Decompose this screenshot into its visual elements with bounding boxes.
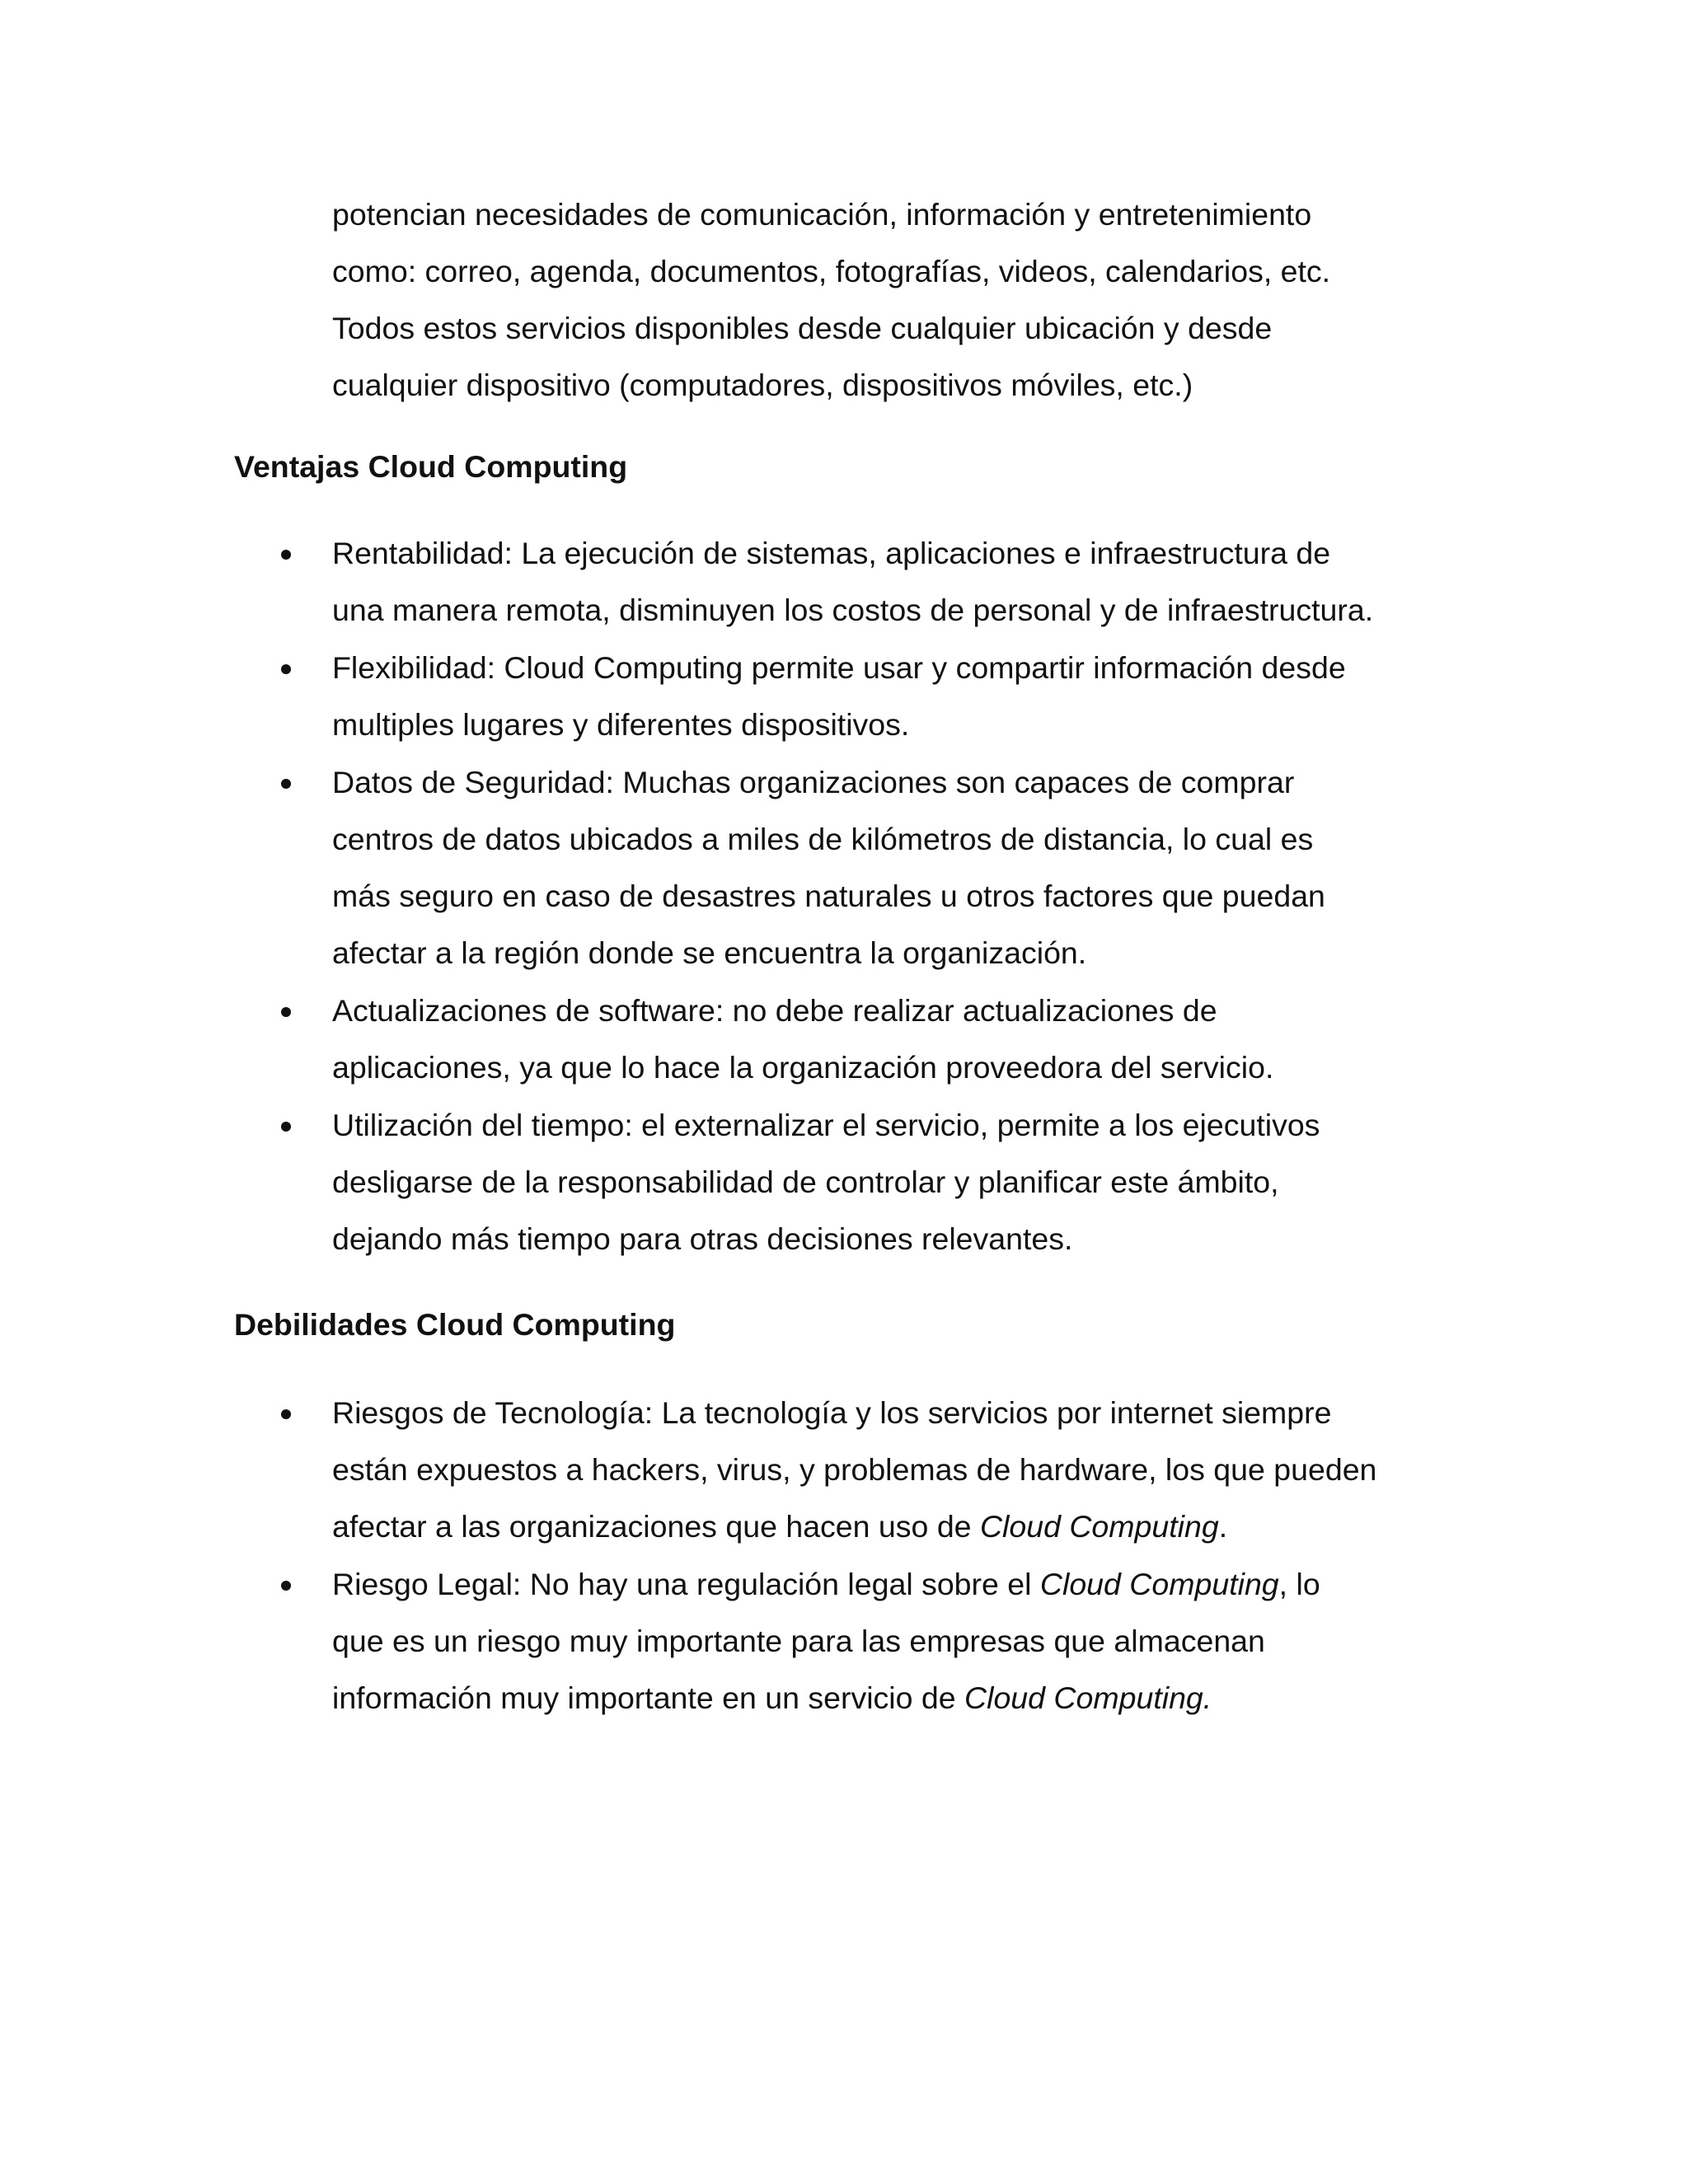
bullet-icon xyxy=(281,1122,291,1132)
list-item-line: están expuestos a hackers, virus, y problemas de hardware, los que pueden xyxy=(332,1452,1377,1487)
list-item-line: Rentabilidad: La ejecución de sistemas, aplicaciones e infraestructura de xyxy=(332,536,1331,570)
bullet-icon xyxy=(281,1409,291,1419)
text-segment: , lo xyxy=(1278,1567,1320,1601)
text-segment: Riesgo Legal: No hay una regulación legal sobre el xyxy=(332,1567,1040,1601)
list-item-line: más seguro en caso de desastres naturales u otros factores que puedan xyxy=(332,879,1325,913)
list-item xyxy=(332,640,1486,753)
list-item-line: una manera remota, disminuyen los costos de personal y de infraestructura. xyxy=(332,593,1374,627)
bullet-icon xyxy=(281,779,291,789)
intro-line: como: correo, agenda, documentos, fotografías, videos, calendarios, etc. xyxy=(332,254,1331,288)
list-item-line: Utilización del tiempo: el externalizar el servicio, permite a los ejecutivos xyxy=(332,1108,1320,1142)
list-item-line: afectar a la región donde se encuentra la organización. xyxy=(332,935,1087,970)
intro-line: Todos estos servicios disponibles desde cualquier ubicación y desde xyxy=(332,311,1273,345)
debilidades-list xyxy=(332,1385,1486,1727)
list-item-line: Actualizaciones de software: no debe realizar actualizaciones de xyxy=(332,993,1217,1028)
list-item xyxy=(332,982,1486,1096)
list-item-line xyxy=(332,1556,1486,1613)
list-item-line: aplicaciones, ya que lo hace la organización proveedora del servicio. xyxy=(332,1050,1274,1085)
ventajas-heading: Ventajas Cloud Computing xyxy=(234,449,628,484)
italic-term: Cloud Computing xyxy=(1039,1567,1279,1601)
list-item-line: Riesgos de Tecnología: La tecnología y los servicios por internet siempre xyxy=(332,1395,1332,1430)
list-item-line xyxy=(332,1670,1486,1727)
list-item xyxy=(332,525,1486,639)
bullet-icon xyxy=(281,1007,291,1017)
list-item-line: desligarse de la responsabilidad de controlar y planificar este ámbito, xyxy=(332,1165,1279,1199)
list-item-line: Flexibilidad: Cloud Computing permite usar y compartir información desde xyxy=(332,650,1346,685)
bullet-icon xyxy=(281,1581,291,1591)
list-item-line xyxy=(332,1498,1486,1555)
bullet-icon xyxy=(281,550,291,560)
ventajas-list xyxy=(332,525,1486,1268)
list-item xyxy=(332,1385,1486,1555)
debilidades-heading: Debilidades Cloud Computing xyxy=(234,1307,676,1342)
italic-term: Cloud Computing xyxy=(979,1509,1219,1544)
intro-line: cualquier dispositivo (computadores, dispositivos móviles, etc.) xyxy=(332,368,1193,402)
italic-term: Cloud Computing. xyxy=(964,1680,1212,1715)
list-item xyxy=(332,754,1486,982)
list-item xyxy=(332,1097,1486,1268)
list-item xyxy=(332,1556,1486,1727)
text-segment: afectar a las organizaciones que hacen uso de xyxy=(332,1509,980,1544)
list-item-line: multiples lugares y diferentes dispositivos. xyxy=(332,707,910,742)
intro-line: potencian necesidades de comunicación, información y entretenimiento xyxy=(332,197,1312,232)
list-item-line: Datos de Seguridad: Muchas organizaciones son capaces de comprar xyxy=(332,765,1295,799)
text-segment: información muy importante en un servicio de xyxy=(332,1680,965,1715)
list-item-line: que es un riesgo muy importante para las empresas que almacenan xyxy=(332,1624,1265,1658)
list-item-line: centros de datos ubicados a miles de kilómetros de distancia, lo cual es xyxy=(332,822,1314,856)
list-item-line: dejando más tiempo para otras decisiones relevantes. xyxy=(332,1221,1073,1256)
bullet-icon xyxy=(281,664,291,674)
text-segment: . xyxy=(1218,1509,1228,1544)
intro-paragraph xyxy=(332,186,1470,414)
